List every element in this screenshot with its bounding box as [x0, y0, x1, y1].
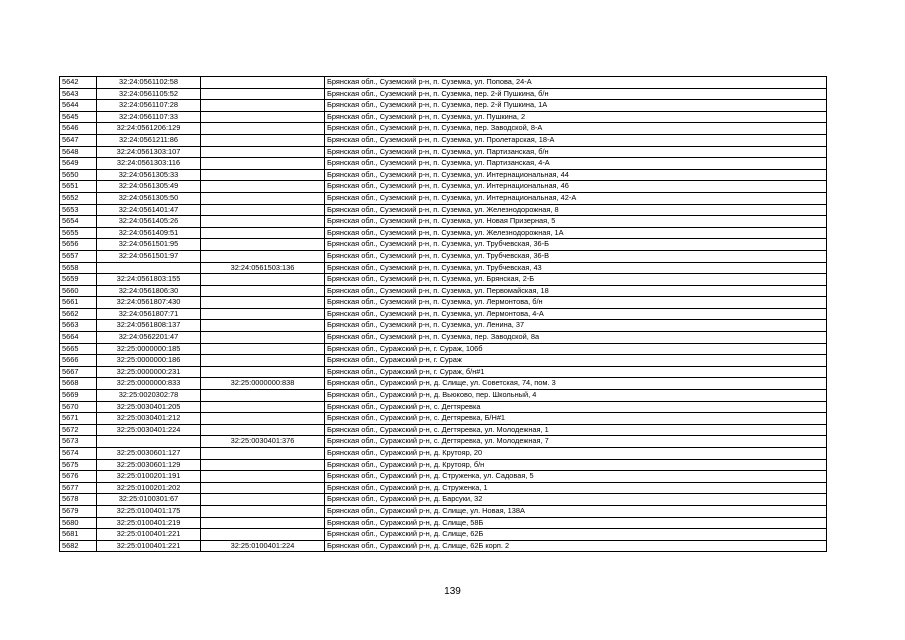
- related-cadastral-number-cell: [201, 111, 325, 123]
- cadastral-number-cell: 32:24:0561105:52: [97, 88, 201, 100]
- address-cell: Брянская обл., Суземский р-н, п. Суземка, пер. 2-й Пушкина, б/н: [325, 88, 827, 100]
- table-row: [60, 111, 827, 123]
- related-cadastral-number-cell: [201, 320, 325, 332]
- row-number-cell: 5668: [60, 378, 97, 390]
- address-cell: Брянская обл., Суземский р-н, п. Суземка, ул. Трубчевская, 36-В: [325, 250, 827, 262]
- cadastral-number-cell: 32:24:0561405:26: [97, 216, 201, 228]
- address-cell: Брянская обл., Суражский р-н, с. Дегтяревка, ул. Молодежная, 1: [325, 424, 827, 436]
- address-cell: Брянская обл., Суземский р-н, п. Суземка, ул. Пролетарская, 18-А: [325, 134, 827, 146]
- row-number-cell: 5643: [60, 88, 97, 100]
- related-cadastral-number-cell: [201, 366, 325, 378]
- cadastral-number-cell: 32:24:0561803:155: [97, 274, 201, 286]
- table-row: [60, 436, 827, 448]
- property-table: [59, 76, 827, 552]
- cadastral-number-cell: 32:24:0562201:47: [97, 332, 201, 344]
- cadastral-number-cell: 32:24:0561107:28: [97, 100, 201, 112]
- related-cadastral-number-cell: [201, 204, 325, 216]
- cadastral-number-cell: 32:25:0000000:231: [97, 366, 201, 378]
- address-cell: Брянская обл., Суражский р-н, д. Слище, 58Б: [325, 517, 827, 529]
- address-cell: Брянская обл., Суражский р-н, г. Сураж, б/н#1: [325, 366, 827, 378]
- cadastral-number-cell: 32:25:0030401:212: [97, 413, 201, 425]
- row-number-cell: 5645: [60, 111, 97, 123]
- row-number-cell: 5647: [60, 134, 97, 146]
- cadastral-number-cell: 32:24:0561808:137: [97, 320, 201, 332]
- row-number-cell: 5673: [60, 436, 97, 448]
- row-number-cell: 5656: [60, 239, 97, 251]
- row-number-cell: 5677: [60, 482, 97, 494]
- address-cell: Брянская обл., Суражский р-н, д. Струженка, 1: [325, 482, 827, 494]
- related-cadastral-number-cell: [201, 285, 325, 297]
- table-row: [60, 181, 827, 193]
- table-row: [60, 285, 827, 297]
- table-row: [60, 297, 827, 309]
- table-row: [60, 401, 827, 413]
- table-row: [60, 459, 827, 471]
- related-cadastral-number-cell: [201, 158, 325, 170]
- address-cell: Брянская обл., Суземский р-н, п. Суземка, пер. 2-й Пушкина, 1А: [325, 100, 827, 112]
- address-cell: Брянская обл., Суземский р-н, п. Суземка, ул. Интернациональная, 42-А: [325, 192, 827, 204]
- cadastral-number-cell: 32:25:0100401:221: [97, 529, 201, 541]
- related-cadastral-number-cell: [201, 494, 325, 506]
- row-number-cell: 5663: [60, 320, 97, 332]
- related-cadastral-number-cell: [201, 390, 325, 402]
- cadastral-number-cell: 32:25:0100201:191: [97, 471, 201, 483]
- table-row: [60, 413, 827, 425]
- row-number-cell: 5657: [60, 250, 97, 262]
- cadastral-number-cell: 32:24:0561501:97: [97, 250, 201, 262]
- table-row: [60, 366, 827, 378]
- row-number-cell: 5669: [60, 390, 97, 402]
- cadastral-number-cell: 32:25:0000000:833: [97, 378, 201, 390]
- cadastral-number-cell: 32:24:0561401:47: [97, 204, 201, 216]
- table-row: [60, 250, 827, 262]
- cadastral-number-cell: 32:25:0030401:224: [97, 424, 201, 436]
- related-cadastral-number-cell: [201, 308, 325, 320]
- related-cadastral-number-cell: 32:24:0561503:136: [201, 262, 325, 274]
- row-number-cell: 5671: [60, 413, 97, 425]
- row-number-cell: 5682: [60, 540, 97, 552]
- cadastral-number-cell: [97, 436, 201, 448]
- address-cell: Брянская обл., Суземский р-н, п. Суземка, ул. Попова, 24-А: [325, 77, 827, 89]
- related-cadastral-number-cell: [201, 100, 325, 112]
- related-cadastral-number-cell: [201, 169, 325, 181]
- row-number-cell: 5672: [60, 424, 97, 436]
- address-cell: Брянская обл., Суражский р-н, г. Сураж: [325, 355, 827, 367]
- related-cadastral-number-cell: [201, 181, 325, 193]
- table-row: [60, 308, 827, 320]
- table-row: [60, 227, 827, 239]
- cadastral-number-cell: 32:25:0000000:186: [97, 355, 201, 367]
- cadastral-number-cell: 32:24:0561807:430: [97, 297, 201, 309]
- cadastral-number-cell: 32:24:0561303:107: [97, 146, 201, 158]
- row-number-cell: 5667: [60, 366, 97, 378]
- address-cell: Брянская обл., Суземский р-н, п. Суземка, ул. Первомайская, 18: [325, 285, 827, 297]
- related-cadastral-number-cell: [201, 77, 325, 89]
- related-cadastral-number-cell: 32:25:0100401:224: [201, 540, 325, 552]
- related-cadastral-number-cell: [201, 239, 325, 251]
- address-cell: Брянская обл., Суземский р-н, п. Суземка, ул. Трубчевская, 36-Б: [325, 239, 827, 251]
- address-cell: Брянская обл., Суземский р-н, п. Суземка, ул. Партизанская, б/н: [325, 146, 827, 158]
- related-cadastral-number-cell: [201, 448, 325, 460]
- related-cadastral-number-cell: [201, 297, 325, 309]
- row-number-cell: 5652: [60, 192, 97, 204]
- row-number-cell: 5675: [60, 459, 97, 471]
- cadastral-number-cell: 32:24:0561107:33: [97, 111, 201, 123]
- row-number-cell: 5655: [60, 227, 97, 239]
- address-cell: Брянская обл., Суражский р-н, с. Дегтяревка, Б/Н#1: [325, 413, 827, 425]
- row-number-cell: 5678: [60, 494, 97, 506]
- address-cell: Брянская обл., Суземский р-н, п. Суземка, ул. Лермонтова, 4-А: [325, 308, 827, 320]
- table-row: [60, 505, 827, 517]
- address-cell: Брянская обл., Суземский р-н, п. Суземка, ул. Брянская, 2-Б: [325, 274, 827, 286]
- cadastral-number-cell: 32:24:0561806:30: [97, 285, 201, 297]
- cadastral-number-cell: [97, 262, 201, 274]
- table-row: [60, 482, 827, 494]
- row-number-cell: 5664: [60, 332, 97, 344]
- table-row: [60, 378, 827, 390]
- cadastral-number-cell: 32:25:0000000:185: [97, 343, 201, 355]
- row-number-cell: 5679: [60, 505, 97, 517]
- related-cadastral-number-cell: 32:25:0030401:376: [201, 436, 325, 448]
- related-cadastral-number-cell: [201, 123, 325, 135]
- address-cell: Брянская обл., Суземский р-н, п. Суземка, пер. Заводской, 8-А: [325, 123, 827, 135]
- cadastral-number-cell: 32:24:0561409:51: [97, 227, 201, 239]
- page-number: 139: [444, 586, 461, 597]
- related-cadastral-number-cell: [201, 424, 325, 436]
- related-cadastral-number-cell: [201, 343, 325, 355]
- cadastral-number-cell: 32:25:0020302:78: [97, 390, 201, 402]
- address-cell: Брянская обл., Суражский р-н, с. Дегтяревка, ул. Молодежная, 7: [325, 436, 827, 448]
- row-number-cell: 5661: [60, 297, 97, 309]
- table-row: [60, 146, 827, 158]
- row-number-cell: 5676: [60, 471, 97, 483]
- table-row: [60, 239, 827, 251]
- row-number-cell: 5654: [60, 216, 97, 228]
- address-cell: Брянская обл., Суражский р-н, с. Дегтяревка: [325, 401, 827, 413]
- row-number-cell: 5680: [60, 517, 97, 529]
- cadastral-number-cell: 32:25:0100401:221: [97, 540, 201, 552]
- address-cell: Брянская обл., Суземский р-н, п. Суземка, ул. Лермонтова, б/н: [325, 297, 827, 309]
- related-cadastral-number-cell: [201, 250, 325, 262]
- address-cell: Брянская обл., Суземский р-н, п. Суземка, ул. Партизанская, 4-А: [325, 158, 827, 170]
- related-cadastral-number-cell: [201, 471, 325, 483]
- related-cadastral-number-cell: [201, 332, 325, 344]
- table-row: [60, 262, 827, 274]
- related-cadastral-number-cell: [201, 134, 325, 146]
- row-number-cell: 5660: [60, 285, 97, 297]
- related-cadastral-number-cell: [201, 505, 325, 517]
- related-cadastral-number-cell: [201, 355, 325, 367]
- related-cadastral-number-cell: [201, 459, 325, 471]
- table-row: [60, 123, 827, 135]
- row-number-cell: 5666: [60, 355, 97, 367]
- cadastral-number-cell: 32:24:0561305:33: [97, 169, 201, 181]
- cadastral-number-cell: 32:25:0100201:202: [97, 482, 201, 494]
- property-table-body: [60, 77, 827, 552]
- table-row: [60, 517, 827, 529]
- cadastral-number-cell: 32:24:0561305:50: [97, 192, 201, 204]
- address-cell: Брянская обл., Суражский р-н, д. Барсуки, 32: [325, 494, 827, 506]
- related-cadastral-number-cell: [201, 529, 325, 541]
- address-cell: Брянская обл., Суземский р-н, п. Суземка, ул. Ленина, 37: [325, 320, 827, 332]
- address-cell: Брянская обл., Суземский р-н, п. Суземка, ул. Железнодорожная, 8: [325, 204, 827, 216]
- cadastral-number-cell: 32:25:0100401:219: [97, 517, 201, 529]
- table-row: [60, 332, 827, 344]
- row-number-cell: 5646: [60, 123, 97, 135]
- row-number-cell: 5650: [60, 169, 97, 181]
- related-cadastral-number-cell: 32:25:0000000:838: [201, 378, 325, 390]
- cadastral-number-cell: 32:25:0030601:129: [97, 459, 201, 471]
- address-cell: Брянская обл., Суземский р-н, п. Суземка, ул. Трубчевская, 43: [325, 262, 827, 274]
- row-number-cell: 5681: [60, 529, 97, 541]
- related-cadastral-number-cell: [201, 413, 325, 425]
- cadastral-number-cell: 32:24:0561303:116: [97, 158, 201, 170]
- address-cell: Брянская обл., Суземский р-н, п. Суземка, ул. Интернациональная, 44: [325, 169, 827, 181]
- address-cell: Брянская обл., Суражский р-н, д. Крутояр, 20: [325, 448, 827, 460]
- address-cell: Брянская обл., Суземский р-н, п. Суземка, ул. Пушкина, 2: [325, 111, 827, 123]
- row-number-cell: 5653: [60, 204, 97, 216]
- cadastral-number-cell: 32:24:0561206:129: [97, 123, 201, 135]
- table-row: [60, 540, 827, 552]
- table-row: [60, 355, 827, 367]
- table-row: [60, 320, 827, 332]
- row-number-cell: 5648: [60, 146, 97, 158]
- cadastral-number-cell: 32:25:0030401:205: [97, 401, 201, 413]
- row-number-cell: 5665: [60, 343, 97, 355]
- table-row: [60, 88, 827, 100]
- table-row: [60, 448, 827, 460]
- table-row: [60, 134, 827, 146]
- table-row: [60, 424, 827, 436]
- table-row: [60, 216, 827, 228]
- address-cell: Брянская обл., Суражский р-н, д. Слище, ул. Советская, 74, пом. 3: [325, 378, 827, 390]
- cadastral-number-cell: 32:25:0100401:175: [97, 505, 201, 517]
- related-cadastral-number-cell: [201, 146, 325, 158]
- address-cell: Брянская обл., Суражский р-н, г. Сураж, 106б: [325, 343, 827, 355]
- table-row: [60, 204, 827, 216]
- row-number-cell: 5662: [60, 308, 97, 320]
- row-number-cell: 5659: [60, 274, 97, 286]
- table-row: [60, 158, 827, 170]
- row-number-cell: 5658: [60, 262, 97, 274]
- address-cell: Брянская обл., Суземский р-н, п. Суземка, ул. Новая Призерная, 5: [325, 216, 827, 228]
- table-row: [60, 274, 827, 286]
- related-cadastral-number-cell: [201, 216, 325, 228]
- address-cell: Брянская обл., Суражский р-н, д. Слище, 62Б: [325, 529, 827, 541]
- row-number-cell: 5649: [60, 158, 97, 170]
- cadastral-number-cell: 32:24:0561807:71: [97, 308, 201, 320]
- cadastral-number-cell: 32:24:0561211:86: [97, 134, 201, 146]
- address-cell: Брянская обл., Суражский р-н, д. Слище, ул. Новая, 138А: [325, 505, 827, 517]
- cadastral-number-cell: 32:24:0561102:58: [97, 77, 201, 89]
- table-row: [60, 169, 827, 181]
- cadastral-number-cell: 32:24:0561501:95: [97, 239, 201, 251]
- table-row: [60, 343, 827, 355]
- address-cell: Брянская обл., Суземский р-н, п. Суземка, ул. Интернациональная, 46: [325, 181, 827, 193]
- address-cell: Брянская обл., Суражский р-н, д. Струженка, ул. Садовая, 5: [325, 471, 827, 483]
- row-number-cell: 5670: [60, 401, 97, 413]
- cadastral-number-cell: 32:25:0030601:127: [97, 448, 201, 460]
- cadastral-number-cell: 32:25:0100301:67: [97, 494, 201, 506]
- table-row: [60, 390, 827, 402]
- related-cadastral-number-cell: [201, 227, 325, 239]
- row-number-cell: 5674: [60, 448, 97, 460]
- cadastral-number-cell: 32:24:0561305:49: [97, 181, 201, 193]
- address-cell: Брянская обл., Суражский р-н, д. Крутояр, б/н: [325, 459, 827, 471]
- table-row: [60, 529, 827, 541]
- address-cell: Брянская обл., Суражский р-н, д. Вьюково, пер. Школьный, 4: [325, 390, 827, 402]
- table-row: [60, 100, 827, 112]
- row-number-cell: 5651: [60, 181, 97, 193]
- related-cadastral-number-cell: [201, 482, 325, 494]
- address-cell: Брянская обл., Суземский р-н, п. Суземка, ул. Железнодорожная, 1А: [325, 227, 827, 239]
- related-cadastral-number-cell: [201, 88, 325, 100]
- related-cadastral-number-cell: [201, 517, 325, 529]
- address-cell: Брянская обл., Суражский р-н, д. Слище, 62Б корп. 2: [325, 540, 827, 552]
- related-cadastral-number-cell: [201, 274, 325, 286]
- address-cell: Брянская обл., Суземский р-н, п. Суземка, пер. Заводской, 8а: [325, 332, 827, 344]
- row-number-cell: 5642: [60, 77, 97, 89]
- table-row: [60, 192, 827, 204]
- related-cadastral-number-cell: [201, 192, 325, 204]
- related-cadastral-number-cell: [201, 401, 325, 413]
- table-row: [60, 494, 827, 506]
- table-row: [60, 471, 827, 483]
- row-number-cell: 5644: [60, 100, 97, 112]
- table-row: [60, 77, 827, 89]
